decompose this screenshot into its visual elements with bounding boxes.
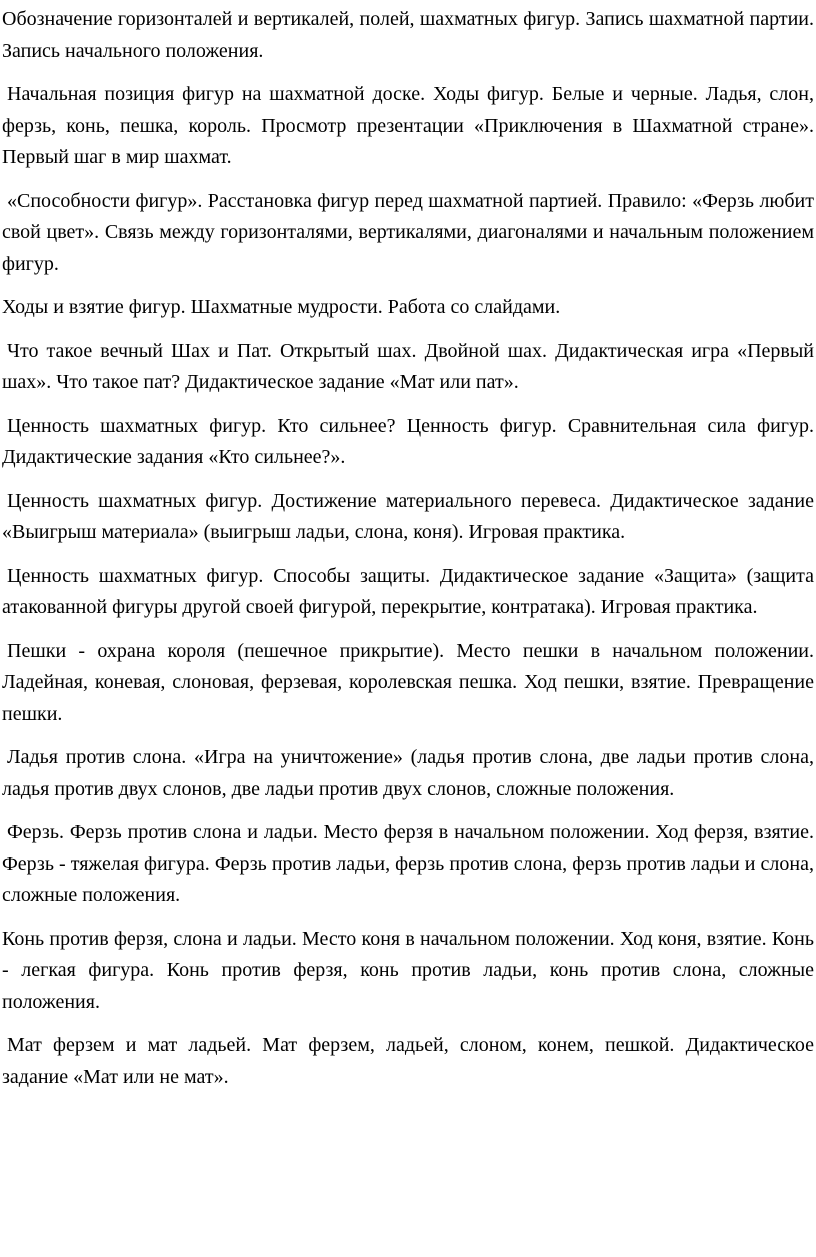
paragraph-10: Ладья против слона. «Игра на уничтожение» (ладья против слона, две ладьи против слона, ладья против двух слонов, две ладьи против двух слонов, сложные положения. bbox=[2, 746, 814, 800]
paragraph-4: Ходы и взятие фигур. Шахматные мудрости. Работа со слайдами. bbox=[2, 296, 561, 318]
paragraph-8: Ценность шахматных фигур. Способы защиты. Дидактическое задание «Защита» (защита атакованной фигуры другой своей фигурой, перекрытие, контратака). Игровая практика. bbox=[2, 564, 814, 618]
paragraph-9: Пешки - охрана короля (пешечное прикрытие). Место пешки в начальном положении. Ладейная, коневая, слоновая, ферзевая, королевская пешка. Ход пешки, взятие. Превращение пешки. bbox=[2, 639, 814, 725]
paragraph-1: Обозначение горизонталей и вертикалей, полей, шахматных фигур. Запись шахматной партии. Запись начального положения. bbox=[2, 8, 814, 62]
paragraph-7: Ценность шахматных фигур. Достижение материального перевеса. Дидактическое задание «Выигрыш материала» (выигрыш ладьи, слона, коня). Игровая практика. bbox=[2, 489, 814, 543]
paragraph-11: Ферзь. Ферзь против слона и ладьи. Место ферзя в начальном положении. Ход ферзя, взятие. Ферзь - тяжелая фигура. Ферзь против ладьи, ферзь против слона, ферзь против ладьи и слона, сложные положения. bbox=[2, 821, 814, 906]
paragraph-2: Начальная позиция фигур на шахматной доске. Ходы фигур. Белые и черные. Ладья, слон, ферзь, конь, пешка, король. Просмотр презентации «Приключения в Шахматной стране». Первый шаг в мир шахмат. bbox=[2, 83, 814, 168]
paragraph-5: Что такое вечный Шах и Пат. Открытый шах. Двойной шах. Дидактическая игра «Первый шах». Что такое пат? Дидактическое задание «Мат или пат». bbox=[2, 339, 814, 393]
paragraph-13: Мат ферзем и мат ладьей. Мат ферзем, ладьей, слоном, конем, пешкой. Дидактическое задание «Мат или не мат». bbox=[2, 1034, 814, 1088]
paragraph-3: «Способности фигур». Расстановка фигур перед шахматной партией. Правило: «Ферзь любит свой цвет». Связь между горизонталями, вертикалями, диагоналями и начальным положением фигур. bbox=[2, 189, 814, 275]
paragraph-12: Конь против ферзя, слона и ладьи. Место коня в начальном положении. Ход коня, взятие. Конь - легкая фигура. Конь против ферзя, конь против ладьи, конь против слона, сложные положения. bbox=[2, 927, 814, 1013]
paragraph-6: Ценность шахматных фигур. Кто сильнее? Ценность фигур. Сравнительная сила фигур. Дидактические задания «Кто сильнее?». bbox=[2, 414, 814, 468]
